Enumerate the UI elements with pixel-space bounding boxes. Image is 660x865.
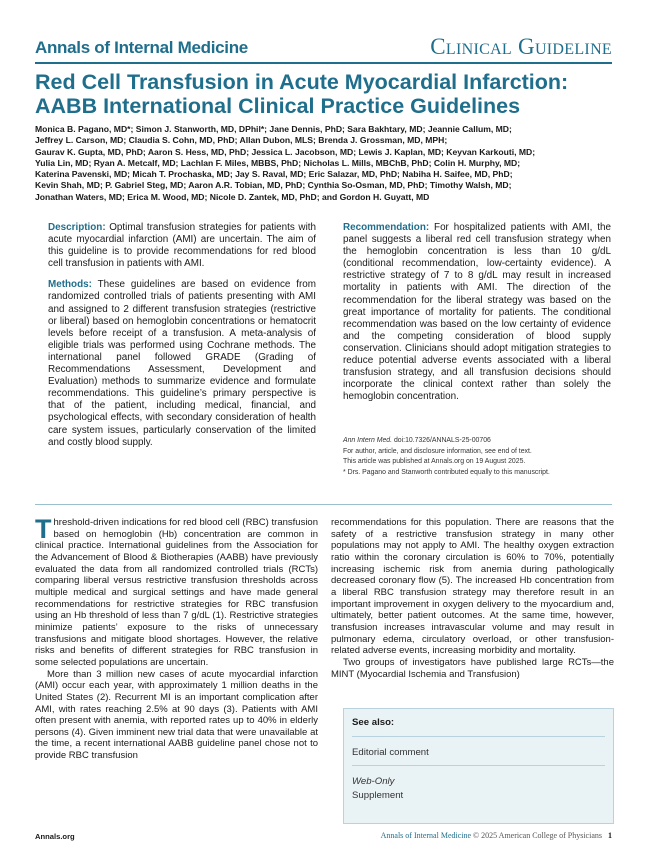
author-line: Jeffrey L. Carson, MD; Claudia S. Cohn, MD, PhD; Allan Dubon, MLS; Brenda J. Grossman, MD, MPH; [35, 135, 448, 146]
doi-link[interactable]: doi:10.7326/ANNALS-25-00706 [393, 437, 491, 444]
body-paragraph: Two groups of investigators have published large RCTs—the MINT (Myocardial Ischemia and Transfusion) [331, 656, 614, 680]
recommendation-label: Recommendation: [343, 222, 430, 233]
author-line: Kevin Shah, MD; P. Gabriel Steg, MD; Aaron A.R. Tobian, MD, PhD; Cynthia So-Osman, MD, PhD; Timothy Walsh, MD; [35, 180, 512, 191]
author-line: Katerina Pavenski, MD; Micah T. Prochaska, MD; Jay S. Raval, MD; Eric Salazar, MD, PhD; Nabiha H. Saifee, MD, PhD; [35, 169, 513, 180]
body-paragraph: More than 3 million new cases of acute myocardial infarction (AMI) occur each year, with approximately 1 million deaths in the United States (2). Recurrent MI is an important complication after AMI, with rates reaching 2.5% at 90 days (3). Patients with AMI often present with anemia, with reported rates up to 40% in elderly persons (4). Given imminent new trial data that were unavailable at the time, a recent international AABB guideline panel chose not to provide RBC transfusion [35, 668, 318, 762]
article-metadata [343, 436, 611, 478]
abstract-methods [48, 279, 316, 448]
body-left-column [35, 514, 318, 762]
article-title: Red Cell Transfusion in Acute Myocardial Infarction: AABB International Clinical Practice Guidelines [35, 70, 569, 118]
page-number: 1 [608, 831, 612, 840]
author-line: Gaurav K. Gupta, MD, PhD; Aaron S. Hess, MD, PhD; Jessica L. Jacobson, MD; Lewis J. Kaplan, MD; Keyvan Karkouti, MD; [35, 146, 536, 157]
footer-site[interactable]: Annals.org [35, 832, 75, 841]
body-paragraph [35, 514, 318, 669]
journal-name[interactable]: Annals of Internal Medicine [35, 38, 248, 57]
citation-line [343, 436, 611, 447]
body-right-column [331, 517, 614, 680]
abstract-divider [35, 504, 612, 505]
author-line: Yulia Lin, MD; Ryan A. Metcalf, MD; Lachlan F. Miles, MBBS, PhD; Nicholas L. Mills, MBChB, PhD; Colin H. Murphy, MD; [35, 157, 521, 168]
editorial-comment-link[interactable]: Editorial comment [352, 747, 429, 758]
author-line: Monica B. Pagano, MD*; Simon J. Stanworth, MD, DPhil*; Jane Dennis, PhD; Sara Bakhtary, MD; Jeannie Callum, MD; [35, 124, 512, 134]
recommendation-text: For hospitalized patients with AMI, the panel suggests a liberal red cell transfusion strategy when the hemoglobin concentration is less than 10 g/dL (conditional recommendation, low-certainty evidence). A restrictive strategy of 7 to 8 g/dL may result in increased mortality in patients with AMI. The direction of the recommendation for the liberal strategy was based on the great importance of mortality for patients. The conditional recommendation was based on the low certainty of evidence and the competing consideration of blood supply conservation. Clinicians should adopt mitigation strategies to reduce potential adverse events associated with a liberal transfusion strategy, and all transfusion decisions should incorporate the clinical context rather than solely the hemoglobin concentration. [343, 222, 611, 403]
abstract-left-column [48, 222, 316, 458]
drop-cap: T [35, 514, 52, 544]
author-list [35, 124, 620, 203]
methods-label: Methods: [48, 279, 92, 291]
header-divider [35, 62, 612, 64]
abstract-description [48, 222, 316, 270]
see-also-divider [352, 765, 605, 766]
abstract-right-column [343, 222, 611, 412]
body-paragraph: recommendations for this population. There are reasons that the safety of a restrictive transfusion strategy in many other populations may not apply to AMI. The healthy oxygen extraction ratio within the coronary circulation is 60% to 70%, potentially increasing ischemic risk from anemia during pathologically decreased coronary flow (5). The increased Hb concentration from a liberal RBC transfusion strategy may therefore result in an important improvement in oxygen delivery to the myocardium and, ultimately, better patient outcomes. At the same time, however, transfusion increases intravascular volume and may result in pulmonary edema, circulatory overload, or other transfusion-related adverse events, increasing morbidity and mortality. [331, 517, 614, 657]
footer-copyright: © 2025 American College of Physicians [473, 831, 602, 840]
description-text: Optimal transfusion strategies for patients with acute myocardial infarction (AMI) are uncertain. The aim of this guideline is to provide recommendations for red blood cell transfusion in patients with AMI. [48, 222, 316, 270]
description-label: Description: [48, 222, 106, 233]
publication-note: This article was published at Annals.org on 19 August 2025. [343, 458, 526, 465]
section-label: Clinical Guideline [430, 34, 612, 59]
author-info-note: For author, article, and disclosure information, see end of text. [343, 447, 532, 455]
author-line: Jonathan Waters, MD; Erica M. Wood, MD; Nicole D. Zantek, MD, PhD; and Gordon H. Guyatt, MD [35, 191, 430, 202]
abstract-recommendation [343, 222, 611, 403]
web-only-label: Web-Only [352, 776, 395, 787]
supplement-link[interactable]: Supplement [352, 790, 404, 801]
see-also-box [343, 708, 614, 824]
contribution-note: * Drs. Pagano and Stanworth contributed equally to this manuscript. [343, 468, 550, 476]
methods-text: These guidelines are based on evidence from randomized controlled trials of patients presenting with AMI and assigned to 2 different transfusion strategies (restrictive or liberal) based on hemoglobin concentrations or hematocrit levels before receipt of a transfusion. A meta-analysis of eligible trials was performed using Cochrane methods. The international panel followed GRADE (Grading of Recommendations Assessment, Development and Evaluation) methods to summarize evidence and formulate recommendations. This guideline’s primary perspective is that of the patient, including medical, financial, and psychological effects, with secondary consideration of health care system issues, particularly conservation of the limited and costly blood supply. [48, 279, 316, 448]
citation-journal: Ann Intern Med. [343, 437, 393, 444]
footer-journal: Annals of Internal Medicine [380, 831, 472, 840]
see-also-heading: See also: [352, 717, 395, 728]
see-also-divider [352, 736, 605, 737]
paragraph-text: hreshold-driven indications for red blood cell (RBC) transfusion based on hemoglobin (Hb) concentration are common in clinical practice. International guidelines from the Association for the Advancement of Blood & Biotherapies (AABB) have previously evaluated the data from all randomized controlled trials (RCTs) comparing liberal versus restrictive transfusion thresholds across multiple medical and surgical settings and have made general recommendations for restrictive strategies for RBC transfusion using an Hb threshold of less than 7 g/dL (1). Restrictive strategies minimize patients’ exposure to the risks of unnecessary transfusions and mitigate blood shortages. However, the relative risks and benefits of different strategies for RBC transfusion in some selected populations are uncertain. [35, 517, 318, 668]
footer-journal-line [381, 831, 612, 840]
